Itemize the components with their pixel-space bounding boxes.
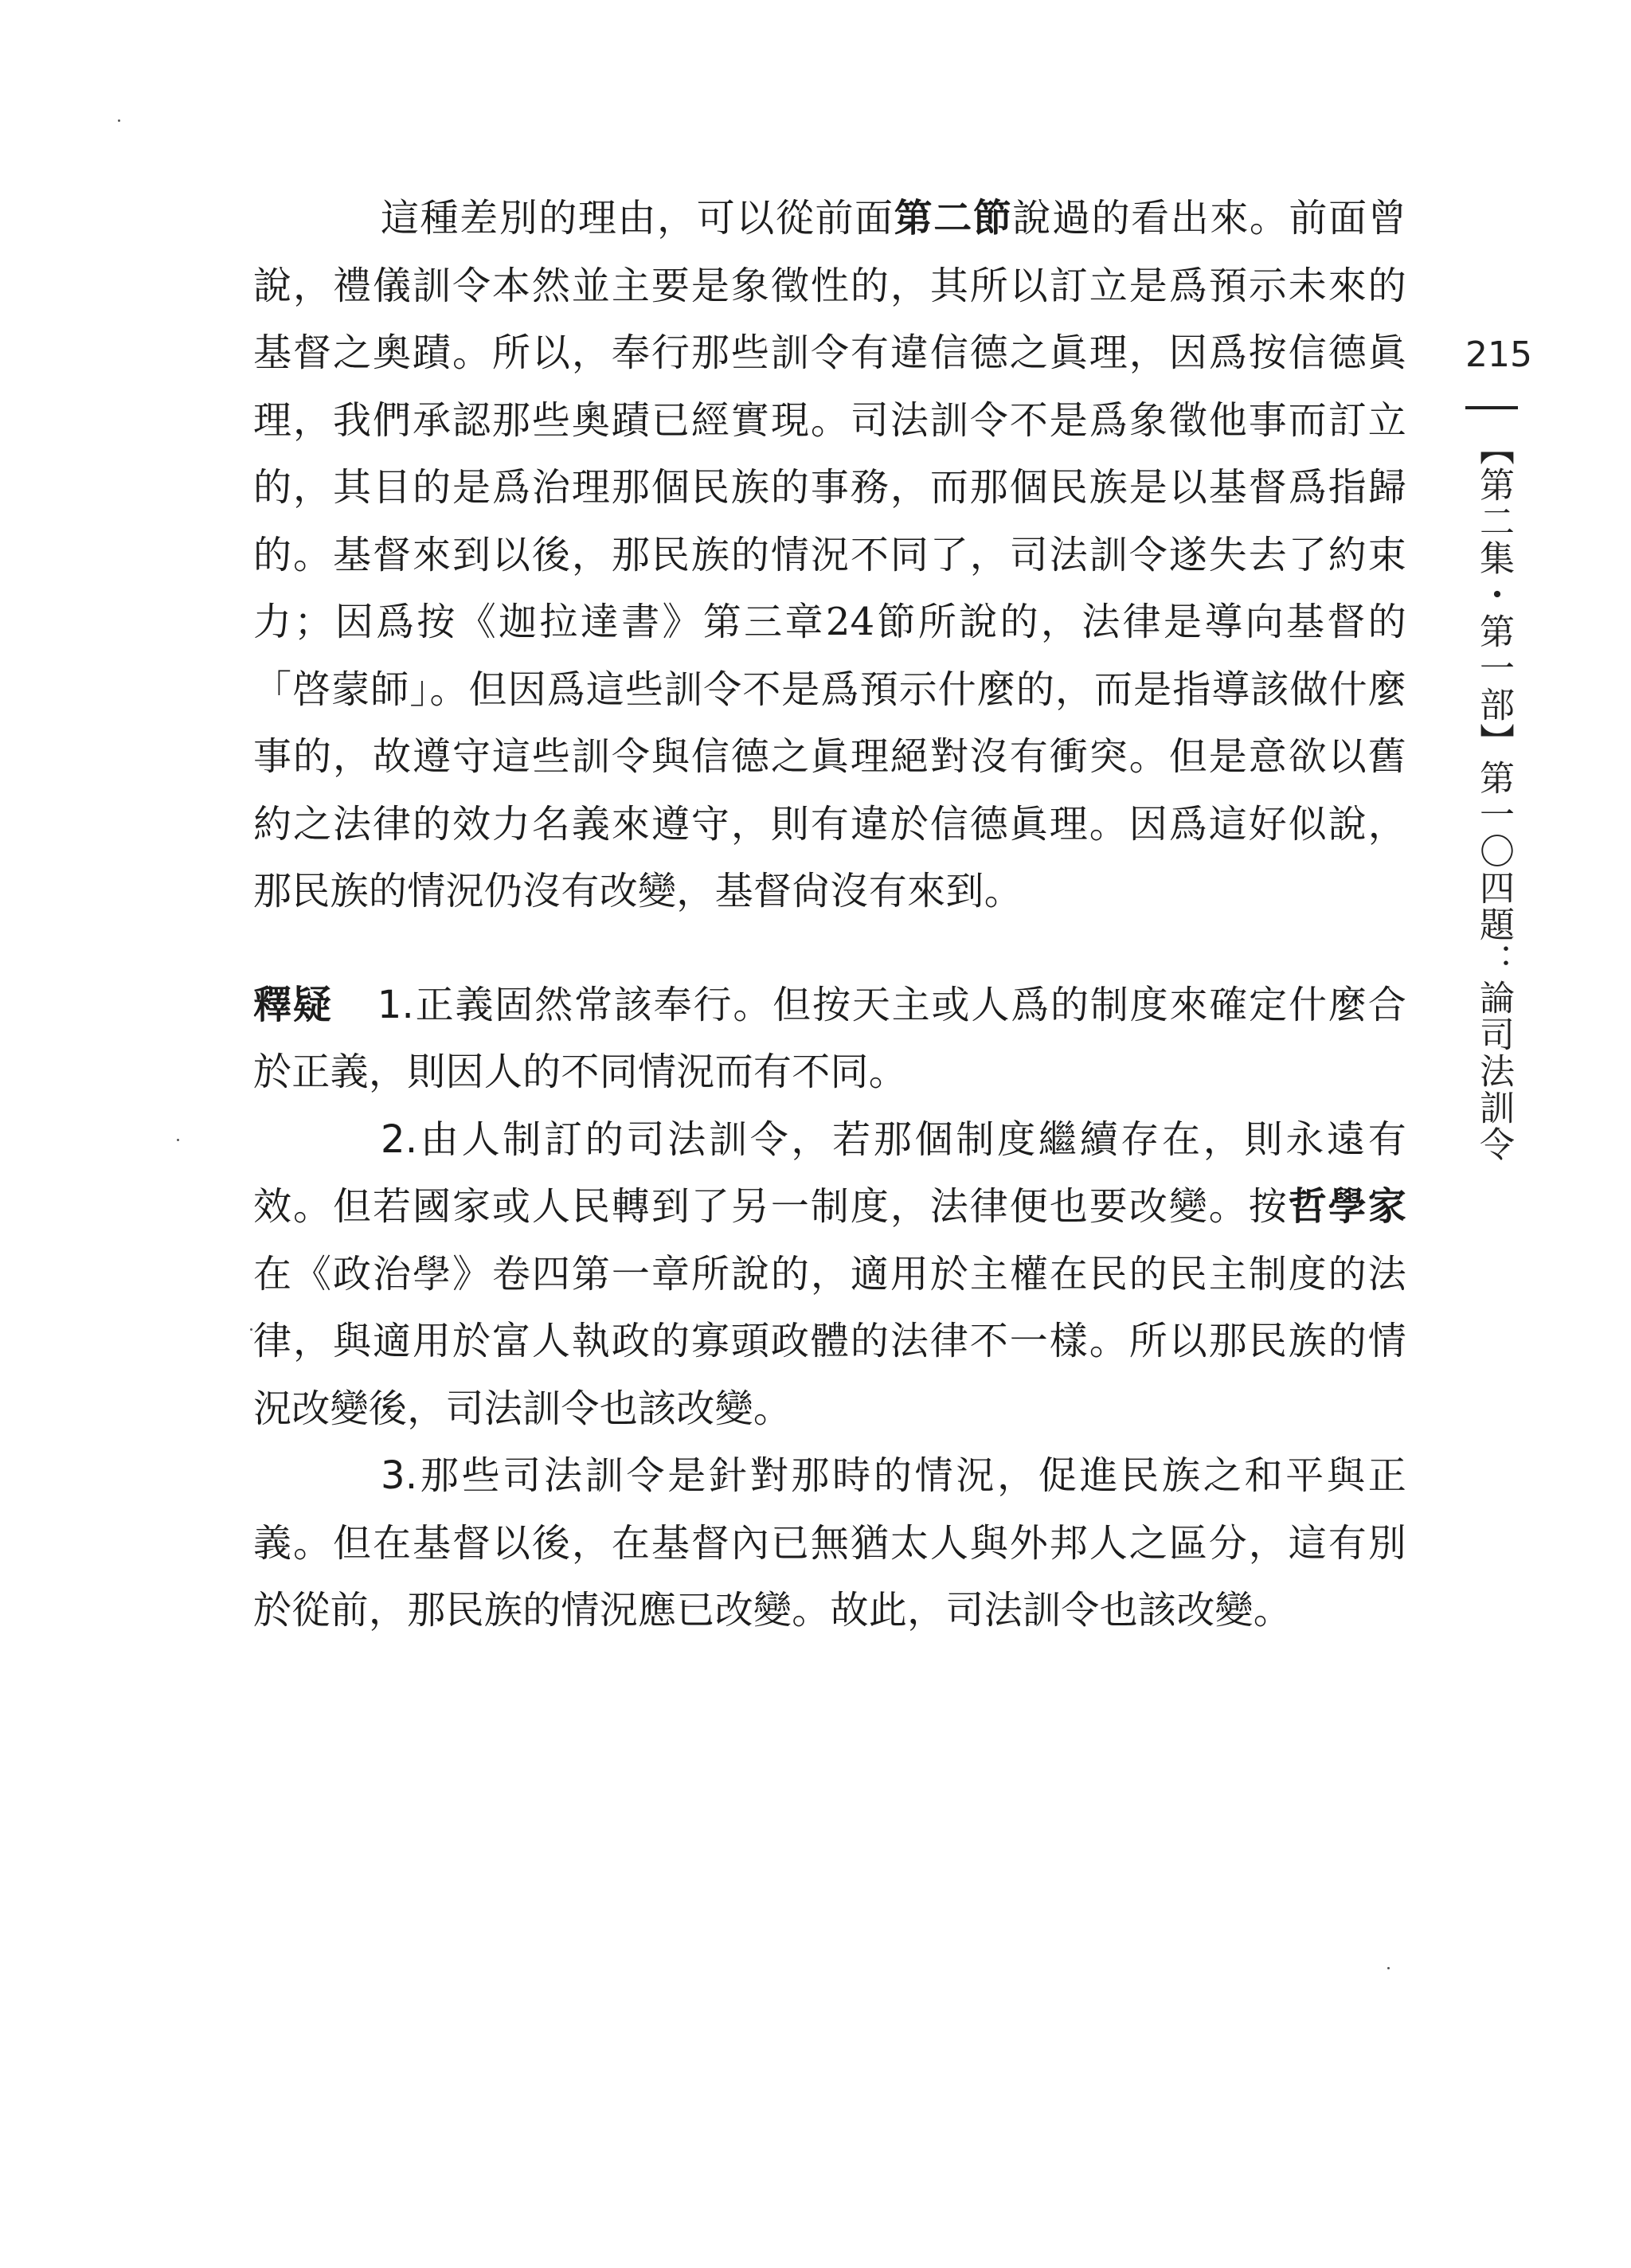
- reply-1-text: 正義固然常該奉行。但按天主或人爲的制度來確定什麼合於正義，則因人的不同情況而有不同。: [253, 982, 1406, 1094]
- body-text: [253, 185, 1406, 1644]
- paragraph-main-start: 這種差別的理由，可以從前面: [381, 196, 894, 240]
- reply-3-number: 3.: [381, 1453, 418, 1498]
- reply-2-text-rest: 在《政治學》卷四第一章所說的，適用於主權在民的民主制度的法律，與適用於富人執政的寡頭政體的法律不一樣。所以那民族的情況改變後，司法訓令也該改變。: [253, 1251, 1406, 1431]
- scan-speck: [177, 1139, 179, 1141]
- paragraph-main-rest: 說過的看出來。前面曾說，禮儀訓令本然並主要是象徵性的，其所以訂立是爲預示未來的基督之奧蹟。所以，奉行那些訓令有違信德之眞理，因爲按信德眞理，我們承認那些奧蹟已經實現。司法訓令不是爲象徵他事而訂立的，其目的是爲治理那個民族的事務，而那個民族是以基督爲指歸的。基督來到以後，那民族的情況不同了，司法訓令遂失去了約束力；因爲按《迦拉達書》第三章24節所說的，法律是導向基督的「啓蒙師」。但因爲這些訓令不是爲預示什麼的，而是指導該做什麼事的，故遵守這些訓令與信德之眞理絕對沒有衝突。但是意欲以舊約之法律的效力名義來遵守，則有違於信德眞理。因爲這好似說，那民族的情況仍沒有改變，基督尙沒有來到。: [253, 196, 1406, 913]
- reply-label: 釋疑: [253, 982, 333, 1027]
- reply-3: [253, 1442, 1406, 1644]
- header-rule: [1465, 406, 1518, 409]
- scan-speck: [250, 1328, 252, 1331]
- paragraph-gap: [253, 925, 1406, 972]
- scan-speck: [118, 119, 120, 122]
- reply-1: [253, 972, 1406, 1106]
- section-reference: 第二節: [894, 196, 1013, 240]
- reply-2-text-start: 由人制訂的司法訓令，若那個制度繼續存在，則永遠有效。但若國家或人民轉到了另一制度，法律便也要改變。按: [253, 1116, 1406, 1229]
- reply-3-text: 那些司法訓令是針對那時的情況，促進民族之和平與正義。但在基督以後，在基督內已無猶太人與外邦人之區分，這有別於從前，那民族的情況應已改變。故此，司法訓令也該改變。: [253, 1453, 1406, 1633]
- running-header: 【第二集・第一部】第一〇四題：論司法訓令: [1473, 430, 1514, 1163]
- philosopher-reference: 哲學家: [1288, 1184, 1406, 1229]
- scan-speck: [1387, 1967, 1390, 1969]
- reply-2: [253, 1106, 1406, 1443]
- reply-2-number: 2.: [381, 1116, 418, 1162]
- paragraph-main: [253, 185, 1406, 925]
- reply-1-number: 1.: [377, 982, 415, 1027]
- page-number: 215: [1465, 334, 1532, 375]
